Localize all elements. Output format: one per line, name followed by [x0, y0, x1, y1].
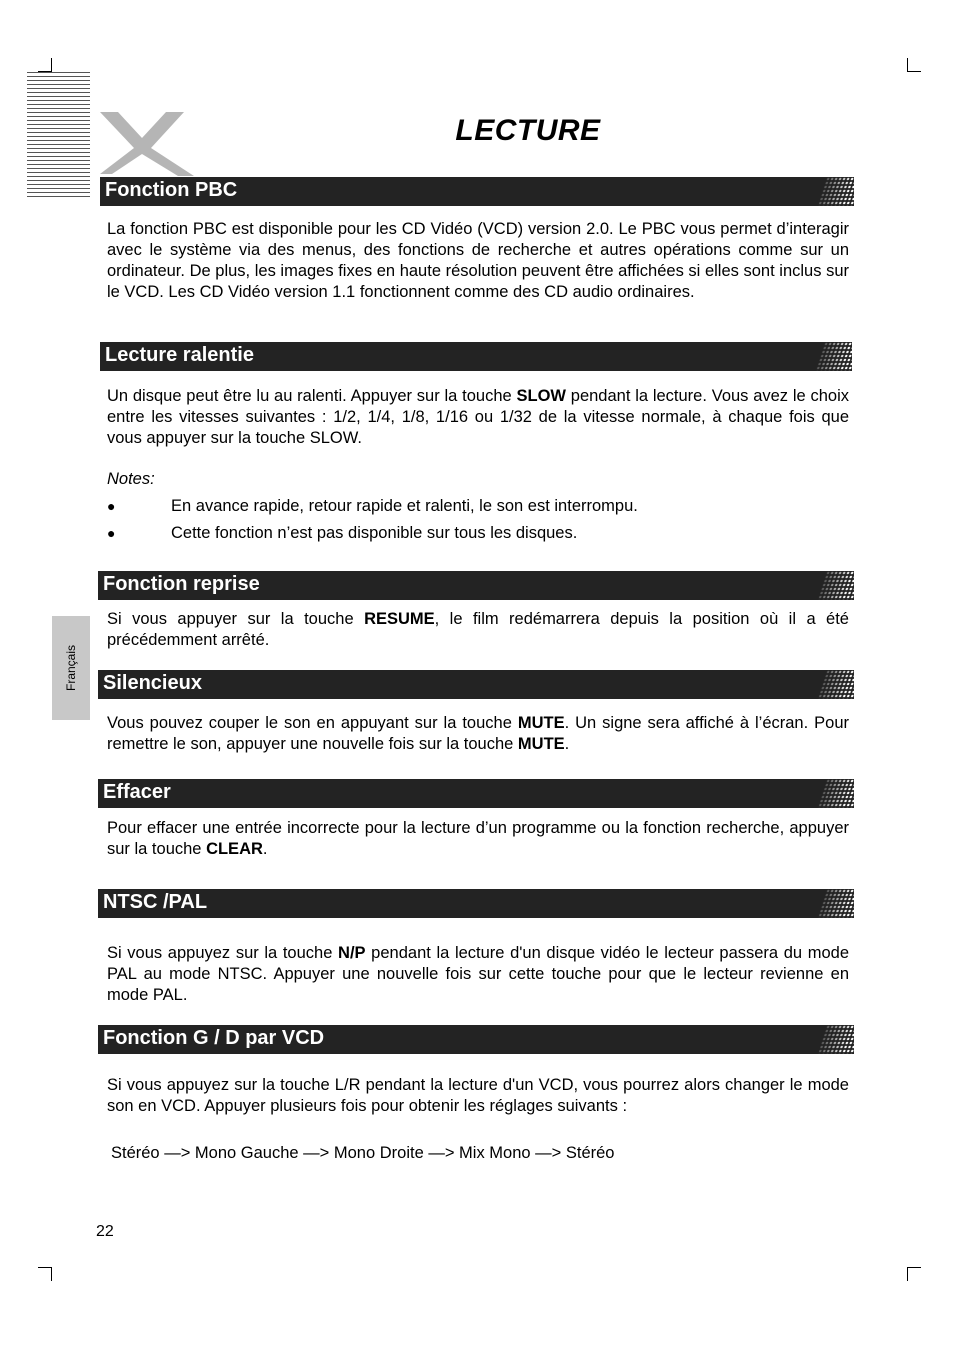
section-header-mute [98, 670, 854, 699]
language-label: Français [64, 644, 78, 692]
note-item: Cette fonction n’est pas disponible sur tous les disques. [171, 524, 578, 542]
section-title: Fonction reprise [103, 573, 260, 595]
crop-mark-bottom-left [38, 1267, 52, 1281]
section-header-resume [98, 571, 854, 600]
paragraph-lr: Si vous appuyez sur la touche L/R pendant la lecture d'un VCD, vous pourrez alors changer le mode son en VCD. Appuyer plusieurs fois pour obtenir les réglages suivants : [107, 1076, 849, 1115]
language-tab [52, 616, 90, 720]
section-header-clear [98, 779, 854, 808]
header-hatch [817, 779, 864, 808]
header-hatch [817, 1025, 864, 1054]
note-item: En avance rapide, retour rapide et ralenti, le son est interrompu. [171, 497, 638, 515]
section-title: NTSC /PAL [103, 891, 208, 913]
header-hatch [817, 670, 864, 699]
paragraph-resume: Si vous appuyer sur la touche RESUME, le film redémarrera depuis la position où il a été précédemment arrêté. [107, 610, 849, 649]
section-title: Effacer [103, 781, 171, 803]
section-title: Silencieux [103, 672, 202, 694]
section-title: Lecture ralentie [105, 344, 254, 366]
header-hatch [817, 177, 864, 206]
section-header-lr [98, 1025, 854, 1054]
bullet-icon: ● [107, 525, 116, 541]
paragraph-mute: Vous pouvez couper le son en appuyant sur la touche MUTE. Un signe sera affiché à l’écran. Pour remettre le son, appuyer une nouvelle fois sur la touche MUTE. [107, 714, 849, 753]
header-hatch [817, 571, 864, 600]
crop-mark-top-left [38, 58, 52, 72]
section-title: Fonction G / D par VCD [103, 1027, 325, 1049]
notes-label: Notes: [107, 470, 155, 488]
section-header-slow [100, 342, 852, 371]
sound-mode-sequence: Stéréo —> Mono Gauche —> Mono Droite —> Mix Mono —> Stéréo [111, 1144, 615, 1162]
section-title: Fonction PBC [105, 179, 238, 201]
paragraph-clear: Pour effacer une entrée incorrecte pour la lecture d’un programme ou la fonction recherche, appuyer sur la touche CLEAR. [107, 819, 849, 858]
page-title: LECTURE [455, 114, 601, 147]
crop-mark-bottom-right [907, 1267, 921, 1281]
crop-mark-top-right [907, 58, 921, 72]
header-hatch [817, 889, 864, 918]
paragraph-pbc: La fonction PBC est disponible pour les CD Vidéo (VCD) version 2.0. Le PBC vous permet d’interagir avec le système via des menus, des fonctions de recherche et autres opérations comme sur un ordinateur. De plus, les images fixes en haute résolution peuvent être affichées si elles sont inclus sur le VCD. Les CD Vidéo version 1.1 fonctionnent comme des CD audio ordinaires. [107, 220, 849, 301]
page-number: 22 [96, 1223, 114, 1240]
section-header-pbc [100, 177, 854, 206]
header-hatch [815, 342, 862, 371]
section-header-ntsc-pal [98, 889, 854, 918]
paragraph-ntsc-pal: Si vous appuyez sur la touche N/P pendant la lecture d'un disque vidéo le lecteur passera du mode PAL au mode NTSC. Appuyer une nouvelle fois sur cette touche pour que le lecteur revienne en mode PAL. [107, 944, 849, 1004]
paragraph-slow: Un disque peut être lu au ralenti. Appuyer sur la touche SLOW pendant la lecture. Vous avez le choix entre les vitesses suivantes : 1/2, 1/4, 1/8, 1/16 ou 1/32 de la vitesse normale, à chaque fois que vous appuyer sur la touche SLOW. [107, 387, 849, 447]
bullet-icon: ● [107, 498, 116, 514]
